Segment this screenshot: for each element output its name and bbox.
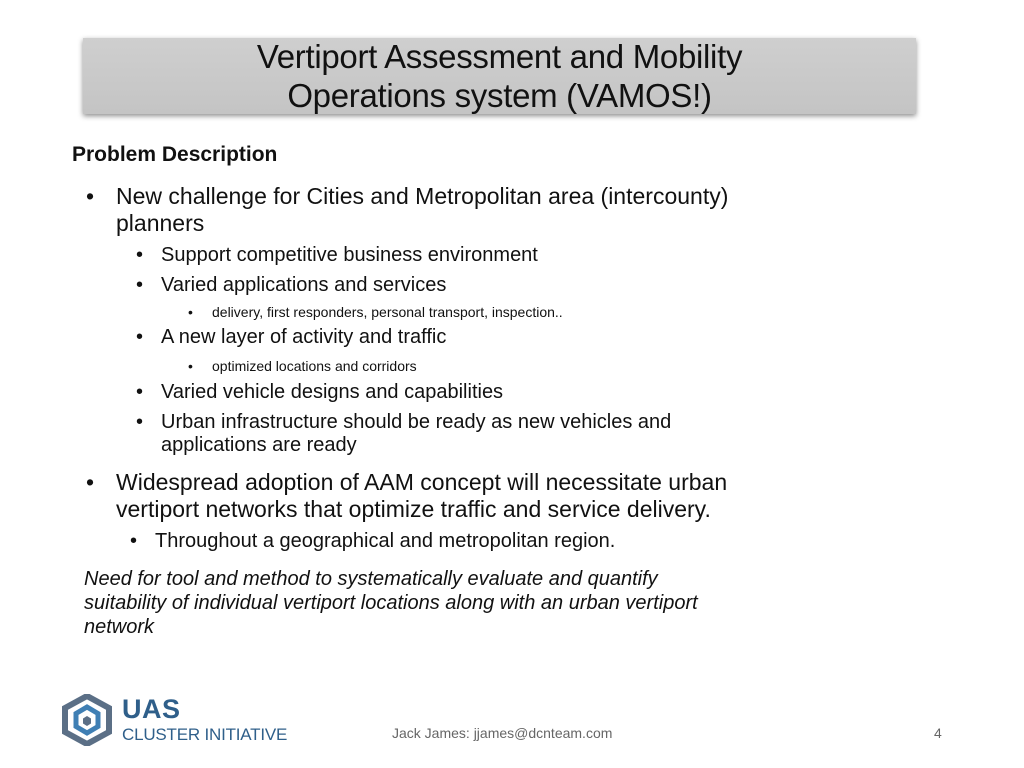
- bullet-text: A new layer of activity and traffic: [161, 326, 447, 348]
- bullet-dot: •: [86, 183, 95, 209]
- hexagon-logo-icon: [60, 694, 114, 746]
- bullet-dot: •: [136, 411, 144, 433]
- bullet-dot: •: [136, 326, 144, 348]
- bullet-text: Support competitive business environment: [161, 244, 538, 266]
- bullet-text: delivery, first responders, personal transport, inspection..: [212, 304, 563, 320]
- sub-bullet-vehicle-designs: [136, 381, 504, 404]
- bullet-text: vertiport networks that optimize traffic and service delivery.: [116, 496, 711, 522]
- need-statement-line-3: network: [84, 616, 155, 638]
- logo-sub-text: CLUSTER INITIATIVE: [122, 725, 288, 744]
- bullet-text: planners: [116, 210, 205, 236]
- bullet-text: Varied vehicle designs and capabilities: [161, 381, 504, 403]
- bullet-dot: •: [86, 469, 95, 495]
- need-statement-line-1: Need for tool and method to systematically evaluate and quantify: [84, 568, 658, 590]
- need-statement-line-2: suitability of individual vertiport locations along with an urban vertiport: [84, 592, 698, 614]
- slide-title-line-2: Operations system (VAMOS!): [287, 77, 712, 114]
- sub-sub-bullet-delivery: [188, 303, 563, 321]
- slide-title-bar: [83, 38, 916, 114]
- sub-bullet-infrastructure-cont: [161, 434, 357, 457]
- slide-title-line-1: Vertiport Assessment and Mobility: [256, 38, 743, 75]
- sub-bullet-competitive: [136, 244, 538, 267]
- bullet-text: New challenge for Cities and Metropolitan area (intercounty): [116, 183, 729, 209]
- bullet-text: optimized locations and corridors: [212, 358, 417, 374]
- bullet-text: Varied applications and services: [161, 274, 447, 296]
- bullet-widespread-adoption: [86, 469, 728, 496]
- bullet-dot: •: [130, 530, 138, 552]
- uas-cluster-logo: [60, 694, 300, 746]
- bullet-dot: •: [188, 304, 193, 320]
- sub-bullet-infrastructure: [136, 411, 672, 434]
- sub-bullet-new-layer: [136, 326, 447, 349]
- footer-author: Jack James: jjames@dcnteam.com: [392, 725, 613, 741]
- need-statement: [84, 567, 924, 639]
- bullet-text: Throughout a geographical and metropolitan region.: [155, 530, 616, 552]
- bullet-text: applications are ready: [161, 434, 357, 456]
- section-heading: Problem Description: [72, 143, 278, 166]
- bullet-dot: •: [188, 358, 193, 374]
- logo-main-text: UAS: [122, 694, 181, 724]
- bullet-new-challenge-cont: [116, 210, 204, 237]
- sub-bullet-applications: [136, 274, 447, 297]
- bullet-new-challenge: [86, 183, 729, 210]
- bullet-text: Widespread adoption of AAM concept will necessitate urban: [116, 469, 728, 495]
- sub-bullet-throughout-region: [130, 530, 616, 553]
- bullet-dot: •: [136, 274, 144, 296]
- bullet-dot: •: [136, 244, 144, 266]
- sub-sub-bullet-optimized: [188, 357, 417, 375]
- bullet-text: Urban infrastructure should be ready as new vehicles and: [161, 411, 672, 433]
- bullet-widespread-adoption-cont: [116, 496, 711, 523]
- bullet-dot: •: [136, 381, 144, 403]
- page-number: 4: [934, 725, 942, 741]
